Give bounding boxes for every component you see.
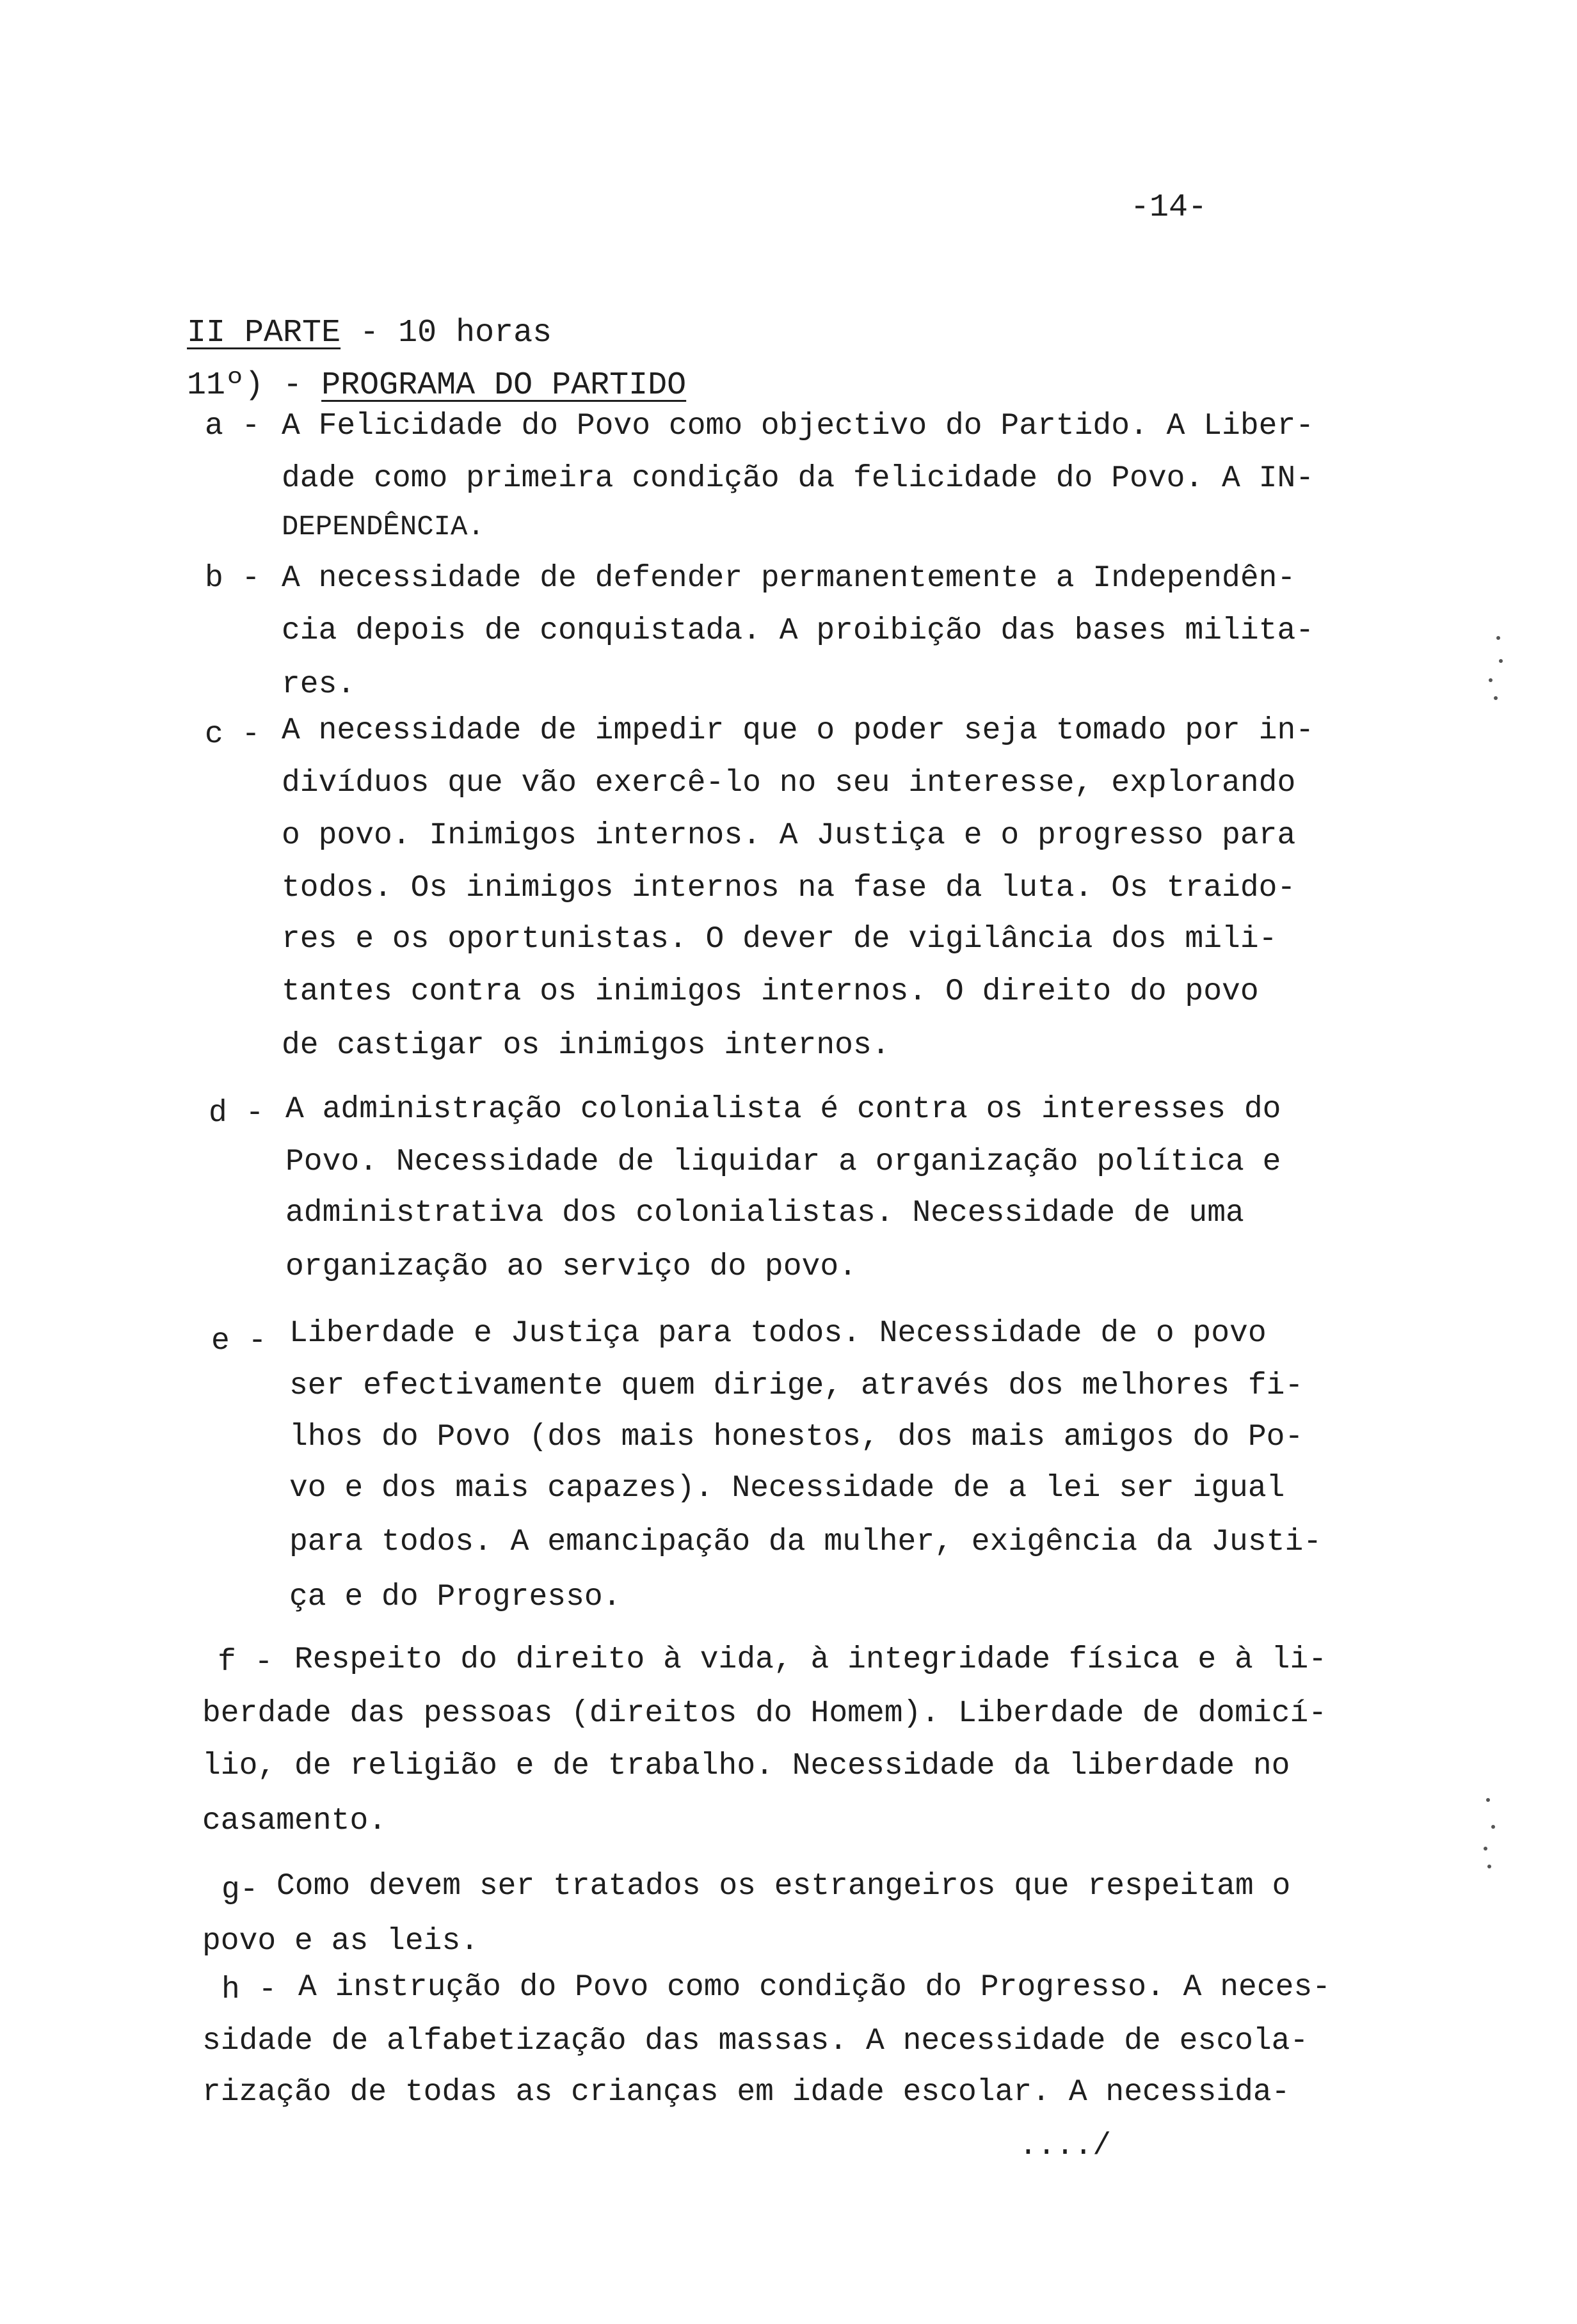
scan-speck [1494, 696, 1498, 700]
item-line: tantes contra os inimigos internos. O direito do povo [282, 975, 1259, 1009]
item-line: divíduos que vão exercê-lo no seu interesse, explorando [282, 766, 1296, 800]
item-line: o povo. Inimigos internos. A Justiça e o progresso para [282, 818, 1296, 853]
item-line: Respeito do direito à vida, à integridade física e à li- [294, 1643, 1327, 1677]
item-line: A administração colonialista é contra os interesses do [285, 1092, 1281, 1127]
topic-separator: - [264, 367, 322, 404]
topic-title: PROGRAMA DO PARTIDO [321, 367, 687, 404]
item-marker: g- [221, 1873, 259, 1907]
item-line: Como devem ser tratados os estrangeiros que respeitam o [276, 1869, 1291, 1904]
item-line: vo e dos mais capazes). Necessidade de a lei ser igual [289, 1471, 1285, 1506]
item-marker: e - [211, 1324, 267, 1358]
item-line: todos. Os inimigos internos na fase da luta. Os traido- [282, 871, 1296, 905]
item-line: berdade das pessoas (direitos do Homem). Liberdade de domicí- [202, 1696, 1327, 1731]
scan-speck [1489, 678, 1493, 682]
item-line: A necessidade de impedir que o poder seja tomado por in- [282, 713, 1315, 748]
item-marker: c - [205, 717, 260, 752]
item-line: A necessidade de defender permanentemente a Independên- [282, 561, 1296, 596]
item-line: res. [282, 667, 356, 702]
item-line: Liberdade e Justiça para todos. Necessidade de o povo [289, 1316, 1267, 1351]
item-marker: d - [209, 1096, 264, 1131]
scan-speck [1496, 636, 1500, 640]
scan-speck [1499, 659, 1503, 663]
section-separator: - [340, 315, 399, 351]
section-duration: 10 horas [398, 315, 552, 351]
item-line: administrativa dos colonialistas. Necessidade de uma [285, 1196, 1244, 1230]
scan-speck [1484, 1847, 1487, 1850]
item-marker: b - [205, 561, 260, 596]
item-line: casamento. [202, 1804, 387, 1838]
item-line: povo e as leis. [202, 1924, 479, 1959]
continuation-mark: ..../ [1019, 2129, 1112, 2163]
item-line: lhos do Povo (dos mais honestos, dos mais amigos do Po- [289, 1420, 1304, 1454]
scan-speck [1491, 1825, 1495, 1829]
item-line: dade como primeira condição da felicidade do Povo. A IN- [282, 461, 1315, 496]
item-marker: a - [205, 409, 260, 443]
item-line: Povo. Necessidade de liquidar a organização política e [285, 1145, 1281, 1179]
scan-speck [1486, 1798, 1490, 1802]
item-line: ser efectivamente quem dirige, através dos melhores fi- [289, 1369, 1304, 1403]
item-line: lio, de religião e de trabalho. Necessidade da liberdade no [202, 1749, 1290, 1783]
item-line: organização ao serviço do povo. [285, 1250, 857, 1284]
item-marker: f - [218, 1645, 273, 1680]
item-marker: h - [221, 1973, 277, 2007]
item-line: sidade de alfabetização das massas. A necessidade de escola- [202, 2024, 1309, 2058]
item-line: de castigar os inimigos internos. [282, 1028, 890, 1063]
scan-speck [1487, 1865, 1491, 1868]
item-line: para todos. A emancipação da mulher, exigência da Justi- [289, 1525, 1322, 1559]
topic-number: 11º) [187, 367, 264, 404]
item-line: DEPENDÊNCIA. [282, 511, 484, 543]
item-line: cia depois de conquistada. A proibição das bases milita- [282, 614, 1315, 648]
page-number: -14- [1130, 189, 1208, 226]
section-title: II PARTE [187, 315, 341, 351]
item-line: ça e do Progresso. [289, 1580, 621, 1614]
item-line: res e os oportunistas. O dever de vigilância dos mili- [282, 922, 1277, 957]
item-line: A instrução do Povo como condição do Progresso. A neces- [298, 1970, 1331, 2005]
item-line: A Felicidade do Povo como objectivo do Partido. A Liber- [282, 409, 1315, 443]
item-line: rização de todas as crianças em idade escolar. A necessida- [202, 2075, 1290, 2110]
